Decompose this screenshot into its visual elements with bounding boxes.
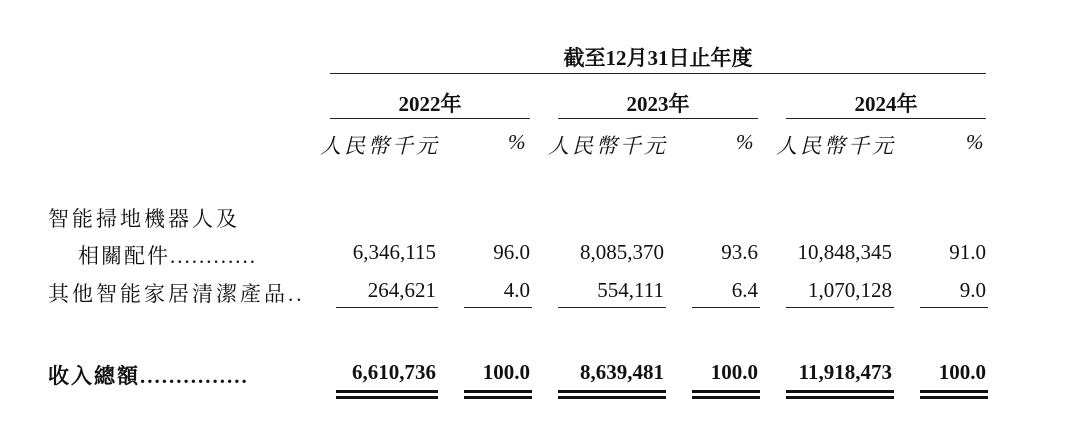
total-double-rule-2023-pct-a: [692, 390, 760, 393]
row-label-robots-line1: 智能掃地機器人及: [48, 207, 240, 231]
total-double-rule-2024-pct-a: [920, 390, 988, 393]
year-rule-2023: [558, 118, 758, 119]
total-double-rule-2024-rmb-b: [786, 396, 894, 399]
row-label-other-products: 其他智能家居清潔產品..: [48, 282, 305, 306]
cell-robots-2024-rmb: 10,848,345: [797, 240, 892, 264]
cell-other-2024-pct: 9.0: [959, 278, 986, 302]
total-double-rule-2022-rmb-a: [336, 390, 438, 393]
year-rule-2024: [786, 118, 986, 119]
cell-other-2023-pct: 6.4: [731, 278, 758, 302]
subtotal-rule-2022-pct: [464, 307, 532, 308]
subtotal-rule-2023-pct: [692, 307, 760, 308]
subtotal-rule-2023-rmb: [558, 307, 666, 308]
unit-label-2024: 人民幣千元: [776, 134, 896, 158]
total-2023-rmb: 8,639,481: [580, 360, 664, 384]
pct-label-2024: %: [966, 130, 984, 154]
total-double-rule-2023-rmb-b: [558, 396, 666, 399]
total-double-rule-2022-rmb-b: [336, 396, 438, 399]
total-double-rule-2023-pct-b: [692, 396, 760, 399]
subtotal-rule-2022-rmb: [336, 307, 438, 308]
year-rule-2022: [330, 118, 530, 119]
cell-robots-2022-rmb: 6,346,115: [352, 240, 436, 264]
total-double-rule-2024-rmb-a: [786, 390, 894, 393]
year-header-2023: 2023年: [626, 92, 690, 116]
cell-robots-2022-pct: 96.0: [493, 240, 530, 264]
total-double-rule-2022-pct-a: [464, 390, 532, 393]
cell-robots-2024-pct: 91.0: [949, 240, 986, 264]
unit-label-2022: 人民幣千元: [320, 134, 440, 158]
period-header-rule: [330, 73, 986, 74]
total-label: 收入總額...............: [48, 364, 249, 388]
cell-other-2024-rmb: 1,070,128: [808, 278, 892, 302]
total-double-rule-2023-rmb-a: [558, 390, 666, 393]
cell-other-2022-pct: 4.0: [503, 278, 530, 302]
total-2022-rmb: 6,610,736: [352, 360, 436, 384]
total-2022-pct: 100.0: [482, 360, 530, 384]
cell-other-2023-rmb: 554,111: [597, 278, 664, 302]
year-header-2024: 2024年: [854, 92, 918, 116]
pct-label-2023: %: [736, 130, 754, 154]
subtotal-rule-2024-rmb: [786, 307, 894, 308]
year-header-2022: 2022年: [398, 92, 462, 116]
pct-label-2022: %: [508, 130, 526, 154]
total-2024-pct: 100.0: [938, 360, 986, 384]
total-double-rule-2024-pct-b: [920, 396, 988, 399]
cell-robots-2023-rmb: 8,085,370: [580, 240, 664, 264]
total-double-rule-2022-pct-b: [464, 396, 532, 399]
cell-other-2022-rmb: 264,621: [367, 278, 436, 302]
period-header: 截至12月31日止年度: [563, 46, 753, 70]
cell-robots-2023-pct: 93.6: [721, 240, 758, 264]
row-label-robots-line2: 相關配件............: [78, 244, 257, 268]
subtotal-rule-2024-pct: [920, 307, 988, 308]
total-2024-rmb: 11,918,473: [798, 360, 892, 384]
unit-label-2023: 人民幣千元: [548, 134, 668, 158]
total-2023-pct: 100.0: [710, 360, 758, 384]
